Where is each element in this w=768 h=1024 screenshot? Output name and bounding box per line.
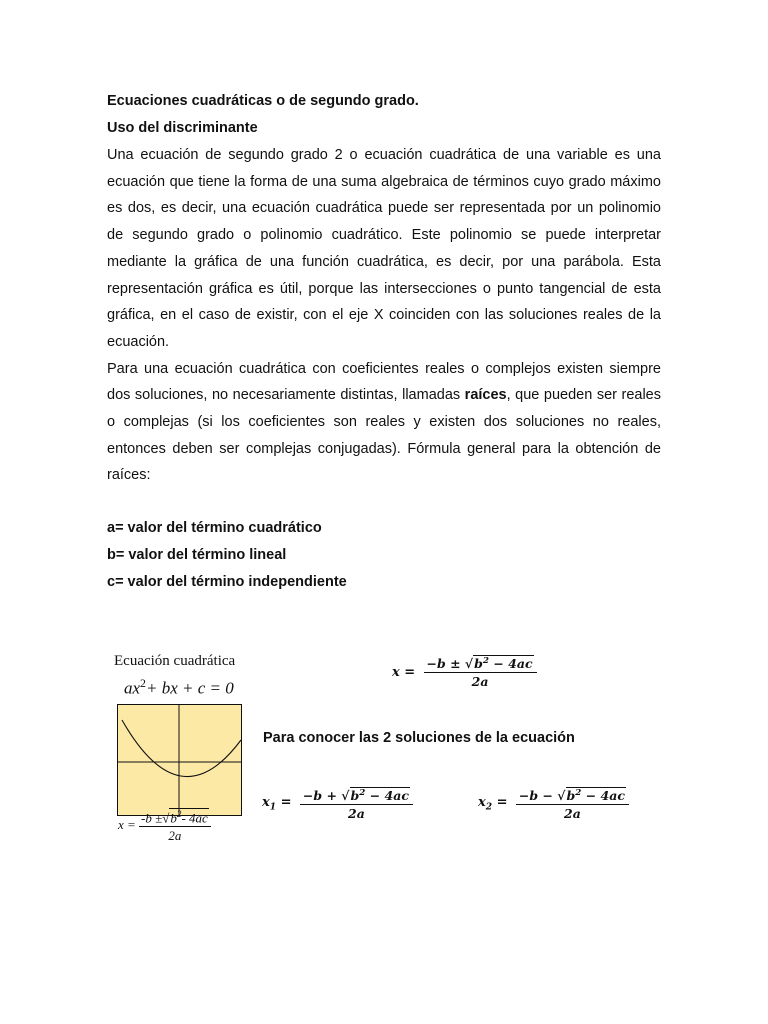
- body-text: [107, 142, 661, 489]
- paragraph-2: Para una ecuación cuadrática con coeficientes reales o complejos existen siempre dos soluciones, no necesariamente distintas, llamadas raíces, que pueden ser reales o complejas (si los coeficientes son reales y existen dos soluciones no reales, entonces deben ser complejas conjugadas). Fórmula general para la obtención de raíces:: [107, 360, 661, 484]
- figure-formula: x = $\frac{-b \pm√b^2- 4ac}{2a}$: [118, 808, 211, 844]
- definition-c: c= valor del término independiente: [107, 574, 347, 590]
- figure-caption: Ecuación cuadrática: [114, 653, 236, 669]
- definitions-list: [107, 515, 347, 596]
- paragraph-1: Una ecuación de segundo grado 2 o ecuación cuadrática de una variable es una ecuación que tiene la forma de una suma algebraica de términos cuyo grado máximo es dos, es decir, una ecuación cuadrática puede ser representada por un polinomio de segundo grado o polinomio cuadrático. Este polinomio se puede interpretar mediante la gráfica de una función cuadrática, es decir, por una parábola. Esta representación gráfica es útil, porque las intersecciones o punto tangencial de esta gráfica, en el caso de existir, con el eje X coinciden con las soluciones reales de la ecuación.: [107, 147, 661, 350]
- definition-a: a= valor del término cuadrático: [107, 520, 322, 536]
- bold-term-raices: raíces: [464, 387, 507, 404]
- quadratic-formula: x = $\frac{-b \pm √b^2 - 4ac}{2a}$: [392, 655, 537, 689]
- solution-x2-formula: $x_2$ = $\frac{-b - √b^2 - 4ac}{2a}$: [478, 787, 629, 821]
- parabola-graph: [117, 704, 242, 816]
- definition-b: b= valor del término lineal: [107, 547, 287, 563]
- solutions-heading: Para conocer las 2 soluciones de la ecuación: [263, 730, 575, 746]
- document-title: Ecuaciones cuadráticas o de segundo grado.: [107, 93, 419, 109]
- solution-x1-formula: $x_1$ = $\frac{-b + √b^2 - 4ac}{2a}$: [262, 787, 413, 821]
- document-subtitle: Uso del discriminante: [107, 120, 258, 136]
- figure-equation: $ax^2+$ bx + c = 0: [124, 676, 234, 698]
